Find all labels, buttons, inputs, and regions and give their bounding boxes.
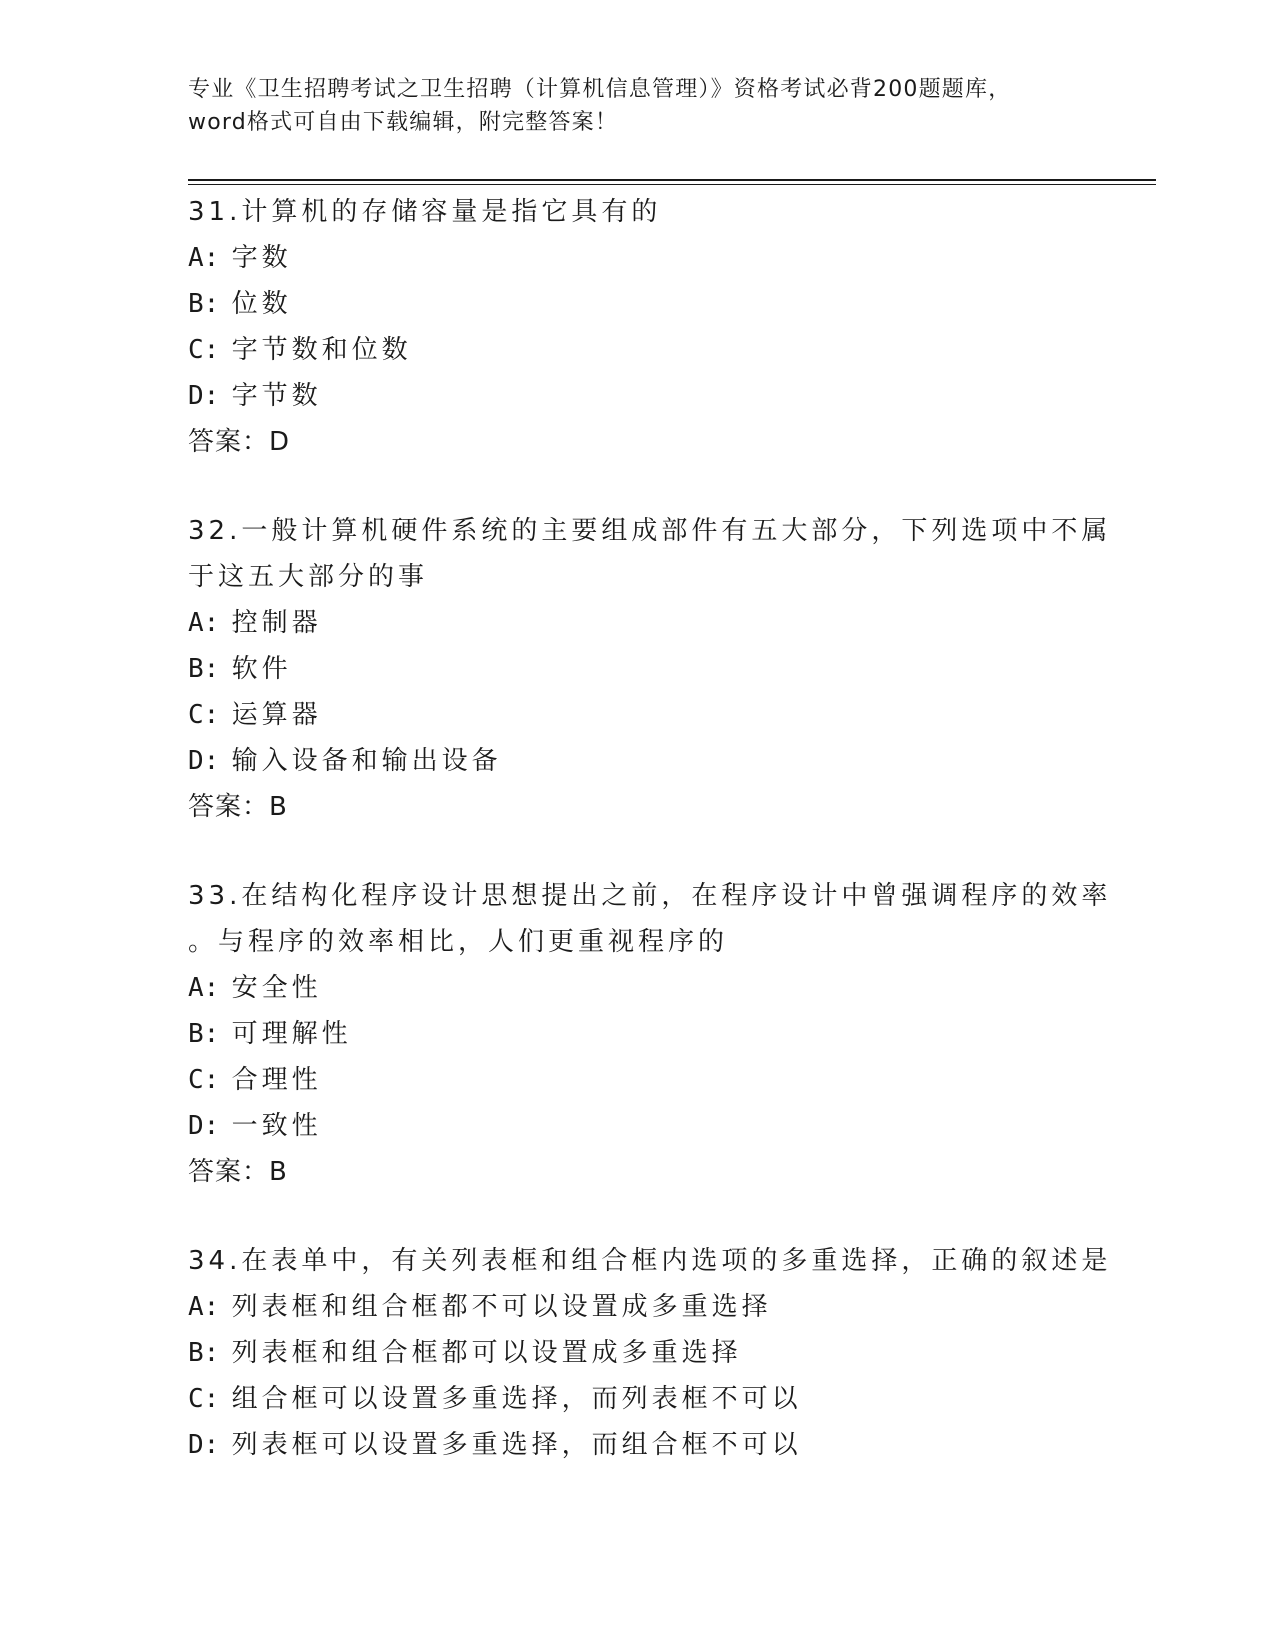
option-a <box>188 965 1088 1011</box>
option-label: D: <box>188 381 220 411</box>
option-text: 一致性 <box>231 1111 322 1141</box>
question-stem: 31.计算机的存储容量是指它具有的 <box>188 197 662 227</box>
option-text: 合理性 <box>231 1065 322 1095</box>
option-b <box>188 646 1088 692</box>
question-stem-continued: 。与程序的效率相比，人们更重视程序的 <box>188 927 729 957</box>
option-text: 列表框和组合框都可以设置成多重选择 <box>231 1338 742 1368</box>
option-text: 软件 <box>231 654 292 684</box>
option-text: 安全性 <box>231 973 322 1003</box>
question-33 <box>188 873 1112 1195</box>
option-text: 位数 <box>231 289 292 319</box>
document-header <box>188 73 1088 139</box>
header-divider-thick <box>188 179 1156 181</box>
option-text: 字节数 <box>231 381 322 411</box>
option-text: 控制器 <box>231 608 322 638</box>
option-label: D: <box>188 1111 220 1141</box>
answer-line: 答案：B <box>188 1157 288 1187</box>
option-label: B: <box>188 654 220 684</box>
option-label: B: <box>188 1338 220 1368</box>
option-label: C: <box>188 1065 220 1095</box>
header-line-2: word格式可自由下载编辑，附完整答案！ <box>188 110 619 135</box>
option-label: B: <box>188 1019 220 1049</box>
option-label: C: <box>188 700 220 730</box>
answer-line: 答案：B <box>188 792 288 822</box>
option-a <box>188 235 1088 281</box>
question-32 <box>188 508 1112 830</box>
option-text: 列表框和组合框都不可以设置成多重选择 <box>231 1292 772 1322</box>
option-text: 可理解性 <box>231 1019 352 1049</box>
answer-line: 答案：D <box>188 427 291 457</box>
option-label: D: <box>188 1430 220 1460</box>
question-stem: 34.在表单中，有关列表框和组合框内选项的多重选择，正确的叙述是 <box>188 1246 1112 1276</box>
option-a <box>188 1284 1088 1330</box>
option-text: 运算器 <box>231 700 322 730</box>
option-d <box>188 738 1088 784</box>
option-b <box>188 1011 1088 1057</box>
option-label: A: <box>188 243 220 273</box>
question-34 <box>188 1238 1112 1468</box>
option-text: 列表框可以设置多重选择，而组合框不可以 <box>231 1430 802 1460</box>
option-label: D: <box>188 746 220 776</box>
option-label: A: <box>188 608 220 638</box>
question-stem: 32.一般计算机硬件系统的主要组成部件有五大部分，下列选项中不属 <box>188 516 1112 546</box>
option-label: A: <box>188 973 220 1003</box>
option-b <box>188 281 1088 327</box>
option-c <box>188 1057 1088 1103</box>
option-text: 字节数和位数 <box>231 335 412 365</box>
question-stem: 33.在结构化程序设计思想提出之前，在程序设计中曾强调程序的效率 <box>188 881 1112 911</box>
option-label: A: <box>188 1292 220 1322</box>
option-d <box>188 1422 1088 1468</box>
option-c <box>188 1376 1088 1422</box>
option-a <box>188 600 1088 646</box>
option-b <box>188 1330 1088 1376</box>
option-text: 字数 <box>231 243 292 273</box>
header-line-1: 专业《卫生招聘考试之卫生招聘（计算机信息管理）》资格考试必背200题题库， <box>188 77 1012 102</box>
option-label: C: <box>188 1384 220 1414</box>
option-label: C: <box>188 335 220 365</box>
option-label: B: <box>188 289 220 319</box>
option-c <box>188 327 1088 373</box>
option-d <box>188 1103 1088 1149</box>
question-31 <box>188 189 1088 465</box>
question-stem-continued: 于这五大部分的事 <box>188 562 429 592</box>
option-d <box>188 373 1088 419</box>
option-c <box>188 692 1088 738</box>
option-text: 组合框可以设置多重选择，而列表框不可以 <box>231 1384 802 1414</box>
header-divider-thin <box>188 184 1156 185</box>
question-list <box>188 189 1112 1511</box>
option-text: 输入设备和输出设备 <box>231 746 502 776</box>
